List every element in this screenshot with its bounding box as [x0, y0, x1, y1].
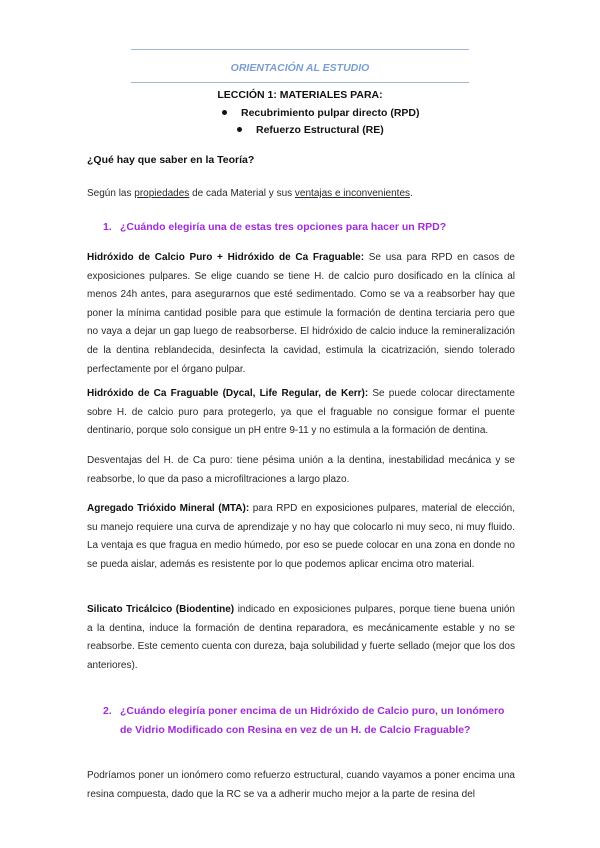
lesson-heading: LECCIÓN 1: MATERIALES PARA: [217, 89, 383, 101]
question-2 [103, 702, 515, 739]
bullet-item-re [237, 124, 384, 136]
question-1 [103, 218, 515, 237]
bullet-item-rpd [222, 107, 420, 119]
intro-text: de cada Material y sus [189, 188, 295, 199]
intro-text: . [410, 188, 413, 199]
bullet-dot-icon [237, 127, 242, 132]
paragraph-text: para RPD en exposiciones pulpares, material de elección, su manejo requiere una curva de aprendizaje y no hay que colocarlo ni muy seco, ni muy fluido. La ventaja es que fragua en medio húmedo, por eso se puede colocar en una zona en donde no se pueda aislar, además es resistente por lo que podemos aplicar encima otro material. [87, 503, 515, 570]
term-bold: Agregado Trióxido Mineral (MTA): [87, 503, 250, 514]
bullet-dot-icon [222, 110, 227, 115]
term-bold: Silicato Tricálcico (Biodentine) [87, 604, 235, 615]
paragraph-mta [87, 500, 515, 574]
question-text: ¿Cuándo elegiría una de estas tres opciones para hacer un RPD? [120, 221, 447, 233]
intro-paragraph [87, 185, 515, 204]
bullet-label: Recubrimiento pulpar directo (RPD) [241, 107, 420, 119]
bullet-label: Refuerzo Estructural (RE) [256, 124, 384, 136]
question-number: 1. [103, 221, 112, 233]
term-bold: Hidróxido de Ca Fraguable (Dycal, Life Regular, de Kerr): [87, 388, 369, 399]
top-rule [131, 49, 469, 50]
question-number: 2. [103, 705, 112, 717]
paragraph-text: Se usa para RPD en casos de exposiciones pulpares. Se elige cuando se tiene H. de calcio puro dosificado en la clínica al menos 24h antes, para asegurarnos que esté sedimentado. Como se va a reabsorber hay que poner la mínima cantidad posible para que estimule la formación de dentina terciaria pero que no vaya a dejar un gap luego de reabsorberse. El hidróxido de calcio induce la remineralización de la dentina reblandecida, desinfecta la cavidad, estimula la cicatrización, siendo tolerado perfectamente por el órgano pulpar. [87, 252, 515, 375]
paragraph-text: Podríamos poner un ionómero como refuerzo estructural, cuando vayamos a poner encima una resina compuesta, dado que la RC se va a adherir mucho mejor a la parte de resina del [87, 770, 515, 800]
paragraph-text: indicado en exposiciones pulpares, porque tiene buena unión a la dentina, induce la formación de dentina reparadora, es mecánicamente estable y no se reabsorbe. Este cemento cuenta con dureza, baja solubilidad y fuerte sellado (mejor que los dos anteriores). [87, 604, 515, 671]
intro-underlined-properties: propiedades [134, 188, 190, 199]
paragraph-text: Se puede colocar directamente sobre H. de calcio puro para protegerlo, ya que el fraguable no consigue formar el puente dentinario, porque solo consigue un pH entre 9-11 y no estimula a la formación de dentina. [87, 388, 515, 437]
section-heading: ¿Qué hay que saber en la Teoría? [87, 154, 255, 166]
intro-underlined-pros-cons: ventajas e inconvenientes [294, 188, 410, 199]
page-title: ORIENTACIÓN AL ESTUDIO [230, 62, 370, 74]
paragraph-setting-hydroxide [87, 385, 515, 441]
title-rule [131, 82, 469, 83]
paragraph-biodentine [87, 601, 515, 675]
term-bold: Hidróxido de Calcio Puro + Hidróxido de Ca Fraguable: [87, 252, 365, 263]
paragraph-ionomer [87, 767, 515, 804]
paragraph-calcium-hydroxide [87, 249, 515, 379]
question-text: ¿Cuándo elegiría poner encima de un Hidróxido de Calcio puro, un Ionómero de Vidrio Modificado con Resina en vez de un H. de Calcio Fraguable? [120, 705, 505, 736]
paragraph-text: Desventajas del H. de Ca puro: tiene pésima unión a la dentina, inestabilidad mecánica y se reabsorbe, lo que da paso a microfiltraciones a largo plazo. [87, 455, 515, 485]
intro-text: Según las [87, 188, 135, 199]
paragraph-disadvantages [87, 452, 515, 489]
